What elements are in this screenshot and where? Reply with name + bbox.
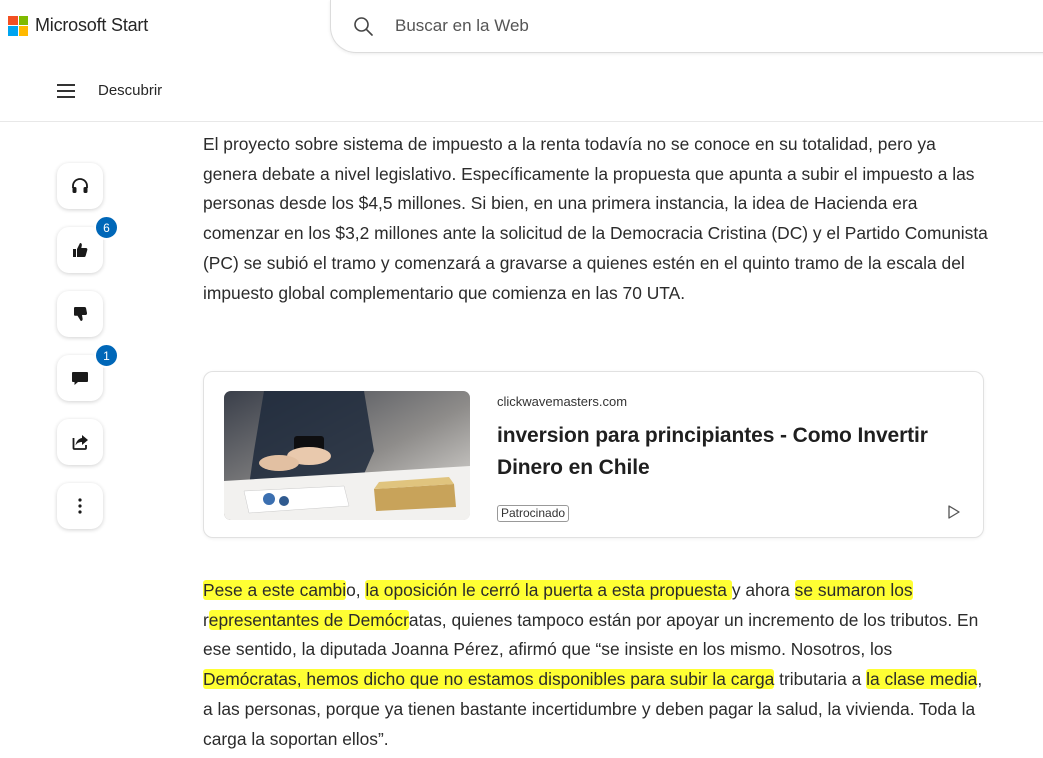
adchoices-icon[interactable] [946,504,962,520]
headphones-icon [70,176,90,196]
nav-bar [0,62,1043,122]
more-options-button[interactable] [57,483,103,529]
sponsored-ad-card[interactable] [203,371,984,538]
share-icon [70,432,90,452]
thumbs-up-icon [70,240,90,260]
share-button[interactable] [57,419,103,465]
sponsored-badge: Patrocinado [497,505,569,522]
like-button[interactable] [57,220,110,273]
brand-name: Microsoft Start [35,15,149,35]
text-run: atas, quienes tampoco están por apoyar un incremento de los tributos. En ese sentido, la diputada Joanna Pérez, afirmó que “se insiste en los mismo. Nosotros, los [203,609,979,660]
article-paragraph: El proyecto sobre sistema de impuesto a la renta todavía no se conoce en su totalidad, pero ya genera debate a nivel legislativo. Específicamente la propuesta que apunta a subir el impuesto a las personas desde los $4,5 millones. Si bien, en una primera instancia, la idea de Hacienda era comenzar en los $3,2 millones ante la solicitud de la Democracia Cristina (DC) y el Partido Comunista (PC) se subió el tramo y comenzará a gravarse a quienes estén en el quinto tramo de la escala del impuesto global complementario que comienza en las 70 UTA. [203,134,988,303]
highlight: epresentantes de Demócr [208,609,409,630]
highlight: Pese a este cambi [203,580,347,600]
ad-source[interactable]: clickwavemasters.com [497,394,628,409]
text-run: y ahora [731,580,795,600]
text-run: o, [346,580,366,600]
search-input[interactable] [395,16,795,36]
like-count-badge: 6 [94,215,119,240]
article-body [203,130,993,308]
thumbs-down-icon [70,304,90,324]
listen-button[interactable] [57,163,103,209]
highlight: la oposición le cerró la puerta a esta propuesta [365,580,732,600]
article-paragraph-highlighted [203,576,993,754]
more-vertical-icon [70,496,90,516]
dislike-button[interactable] [57,291,103,337]
comment-count-badge: 1 [94,343,119,368]
highlight: la clase media [866,669,978,690]
comments-button[interactable] [57,348,110,401]
ad-title[interactable]: inversion para principiantes - Como Invertir Dinero en Chile [497,424,928,479]
highlight: se sumaron los [794,580,913,600]
text-run: tributaria a [774,669,867,690]
text-run: r [203,609,209,630]
nav-discover-label[interactable]: Descubrir [98,82,163,99]
microsoft-logo-icon [8,16,28,36]
text-run: , a las personas, porque ya tienen bastante incertidumbre y deben pagar la salud, la vivienda. Toda la carga la soportan ellos”. [203,669,983,749]
search-icon [353,16,373,36]
article-body-continued [203,576,993,754]
menu-icon[interactable] [57,84,75,98]
microsoft-start-logo[interactable] [8,15,148,36]
top-bar [0,0,1043,60]
highlight: Demócratas, hemos dicho que no estamos disponibles para subir la carga [203,669,775,690]
ad-image[interactable] [224,391,470,520]
comment-icon [70,368,90,388]
search-bar[interactable] [330,0,1043,53]
